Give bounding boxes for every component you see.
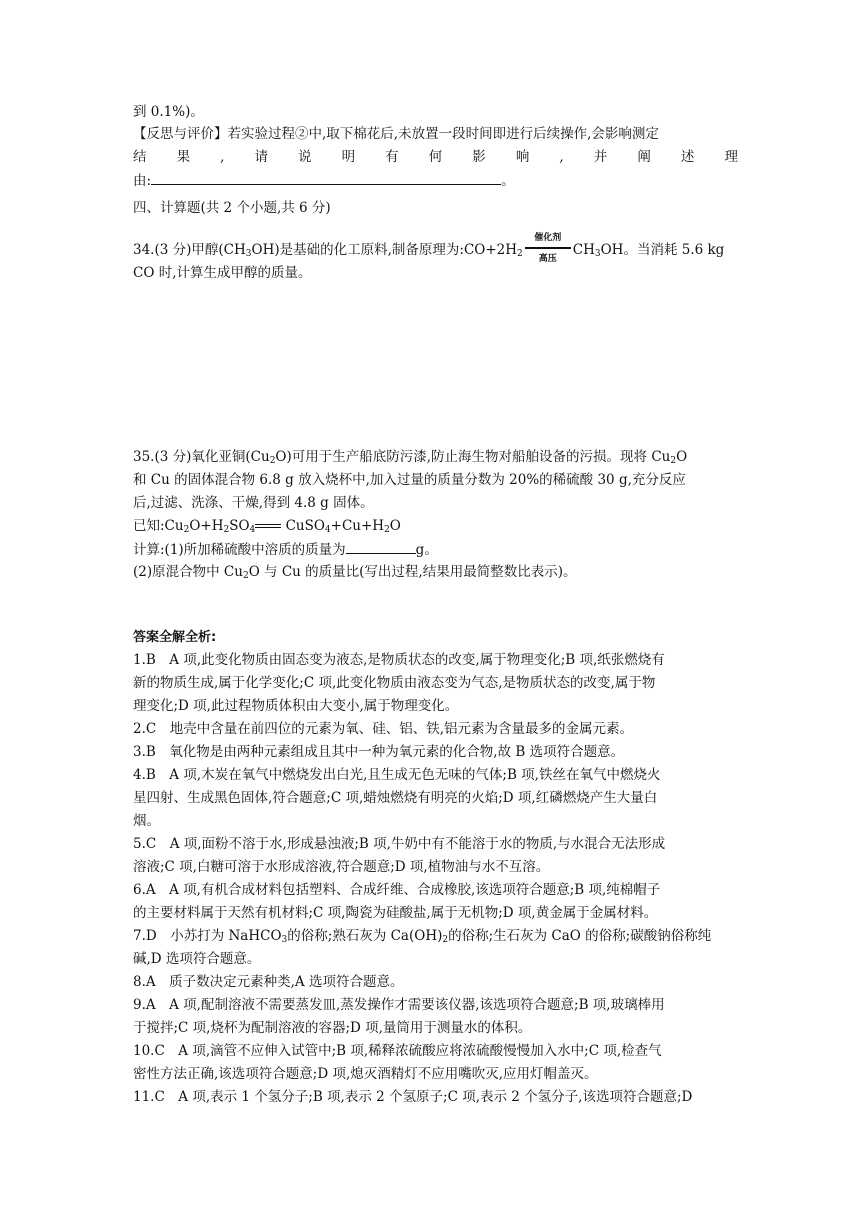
subscript: 3 (281, 935, 288, 945)
reflection-justified-line (133, 147, 738, 167)
eq-f: O (389, 518, 401, 534)
answer-line: 新的物质生成,属于化学变化;C 项,此变化物质由液态变为气态,是物质状态的改变,属于物 (133, 675, 656, 691)
calc1-unit: g。 (415, 542, 438, 558)
catalyst-label: 催化剂 (534, 233, 562, 243)
q34-text-a: 34.(3 分)甲醇(CH (133, 242, 246, 258)
justified-char: 阐 (637, 149, 651, 165)
subscript: 3 (594, 249, 601, 259)
a7-text-b: 的俗称;熟石灰为 Ca(OH) (287, 928, 443, 944)
q35-known-equation (133, 516, 738, 536)
q34-text-d: OH。当消耗 5.6 kg (600, 242, 725, 258)
answer-line: 2.C 地壳中含量在前四位的元素为氧、硅、铝、铁,铝元素为含量最多的金属元素。 (133, 721, 633, 737)
eq-a: 已知:Cu (133, 518, 184, 534)
answer-line: 于搅拌;C 项,烧杯为配制溶液的容器;D 项,量筒用于测量水的体积。 (133, 1020, 532, 1036)
equals-sign (255, 521, 281, 533)
justified-char: 影 (472, 149, 486, 165)
justified-char: 果 (176, 149, 191, 165)
eq-c: SO (229, 518, 250, 534)
justified-char: , (559, 149, 564, 165)
eq-e: +Cu+H (330, 518, 385, 534)
subscript: 3 (245, 249, 252, 259)
calc1-blank[interactable] (346, 539, 416, 554)
q35-calc2 (133, 562, 738, 582)
subscript: 2 (223, 525, 230, 535)
justified-char: 何 (428, 149, 443, 165)
q34-line1 (133, 233, 738, 264)
subscript: 2 (442, 935, 449, 945)
q34-text-c: CH (572, 242, 595, 258)
eq-d: CuSO (285, 518, 325, 534)
answer-line: 6.A A 项,有机合成材料包括塑料、合成纤维、合成橡胶,该选项符合题意;B 项,纯棉帽子 (133, 882, 661, 898)
answer-suffix: 。 (501, 173, 515, 189)
answer-line: 星四射、生成黑色固体,符合题意;C 项,蜡烛燃烧有明亮的火焰;D 项,红磷燃烧产生大量白 (133, 790, 658, 806)
answer-line: 5.C A 项,面粉不溶于水,形成悬浊液;B 项,牛奶中有不能溶于水的物质,与水混合无法形成 (133, 836, 666, 852)
justified-char: 并 (593, 149, 608, 165)
answer-line-7 (133, 926, 738, 946)
answers-heading: 答案全解全析: (133, 630, 217, 645)
reaction-arrow (525, 233, 571, 264)
q35-calc1 (133, 539, 738, 560)
answer-line: 烟。 (133, 813, 160, 829)
answer-line: 11.C A 项,表示 1 个氢分子;B 项,表示 2 个氢原子;C 项,表示 2 个氢分子,该选项符合题意;D (133, 1089, 693, 1105)
justified-char: 结 (133, 149, 147, 165)
a7-text-a: 7.D 小苏打为 NaHCO (133, 928, 282, 944)
answer-line: 8.A 质子数决定元素种类,A 选项符合题意。 (133, 974, 404, 990)
a7-text-c: 的俗称;生石灰为 CaO 的俗称;碳酸钠俗称纯 (448, 928, 712, 944)
subscript: 4 (249, 525, 256, 535)
justified-char: , (220, 149, 225, 165)
q35-text-c: O (676, 449, 688, 465)
subscript: 2 (670, 456, 677, 466)
answer-line: 9.A A 项,配制溶液不需要蒸发皿,蒸发操作才需要该仪器,该选项符合题意;B 项,玻璃棒用 (133, 997, 665, 1013)
q35-line3: 后,过滤、洗涤、干燥,得到 4.8 g 固体。 (133, 495, 374, 511)
answer-line: 10.C A 项,滴管不应伸入试管中;B 项,稀释浓硫酸应将浓硫酸慢慢加入水中;C 项,检查气 (133, 1043, 662, 1059)
justified-char: 有 (385, 149, 399, 165)
reflection-tag: 【反思与评价】 (133, 126, 228, 142)
q35-line1 (133, 447, 738, 467)
reflection-answer-line (133, 170, 738, 191)
calc1-text: 计算:(1)所加稀硫酸中溶质的质量为 (133, 542, 346, 558)
justified-char: 明 (341, 149, 356, 165)
justified-char: 响 (515, 149, 530, 165)
q35-text-b: O)可用于生产船底防污漆,防止海生物对船舶设备的污损。现将 Cu (275, 449, 671, 465)
reflection-text: 若实验过程②中,取下棉花后,未放置一段时间即进行后续操作,会影响测定 (227, 126, 659, 142)
subscript: 2 (384, 525, 390, 535)
justified-char: 述 (680, 149, 695, 165)
justified-char: 理 (724, 149, 738, 165)
subscript: 2 (242, 571, 249, 581)
justified-char: 请 (254, 149, 268, 165)
subscript: 2 (183, 525, 190, 535)
eq-b: O+H (189, 518, 224, 534)
answer-line: 溶液;C 项,白糖可溶于水形成溶液,符合题意;D 项,植物油与水不互溶。 (133, 859, 550, 875)
answer-line: 密性方法正确,该选项符合题意;D 项,熄灭酒精灯不应用嘴吹灭,应用灯帽盖灭。 (133, 1066, 598, 1082)
q34-text-b: OH)是基础的化工原料,制备原理为:CO+2H (251, 242, 518, 258)
answer-line-7b: 碱,D 选项符合题意。 (133, 951, 261, 967)
answer-line: 4.B A 项,木炭在氧气中燃烧发出白光,且生成无色无味的气体;B 项,铁丝在氧气中燃烧火 (133, 767, 661, 783)
subscript: 2 (517, 249, 523, 259)
q33-line-end: 到 0.1%)。 (133, 104, 204, 120)
calc2-text-a: (2)原混合物中 Cu (133, 564, 243, 580)
calc2-text-b: O 与 Cu 的质量比(写出过程,结果用最简整数比表示)。 (248, 564, 577, 580)
answer-line: 的主要材料属于天然有机材料;C 项,陶瓷为硅酸盐,属于无机物;D 项,黄金属于金属材料。 (133, 905, 658, 921)
answer-line: 理变化;D 项,此过程物质体积由大变小,属于物理变化。 (133, 698, 459, 714)
answer-blank[interactable] (151, 170, 501, 185)
answer-prefix: 由: (133, 173, 152, 189)
q34-line2: CO 时,计算生成甲醇的质量。 (133, 265, 312, 281)
answer-line: 1.B A 项,此变化物质由固态变为液态,是物质状态的改变,属于物理变化;B 项,纸张燃烧有 (133, 652, 665, 668)
justified-char: 说 (298, 149, 312, 165)
section-title: 四、计算题(共 2 个小题,共 6 分) (133, 200, 331, 216)
q35-line2: 和 Cu 的固体混合物 6.8 g 放入烧杯中,加入过量的质量分数为 20%的稀硫酸 30 g,充分反应 (133, 472, 686, 488)
condition-label: 高压 (538, 254, 557, 264)
reflection-line (133, 124, 738, 144)
q35-text-a: 35.(3 分)氧化亚铜(Cu (133, 449, 270, 465)
subscript: 2 (269, 456, 276, 466)
subscript: 4 (324, 525, 331, 535)
answer-line: 3.B 氧化物是由两种元素组成且其中一种为氧元素的化合物,故 B 选项符合题意。 (133, 744, 625, 760)
